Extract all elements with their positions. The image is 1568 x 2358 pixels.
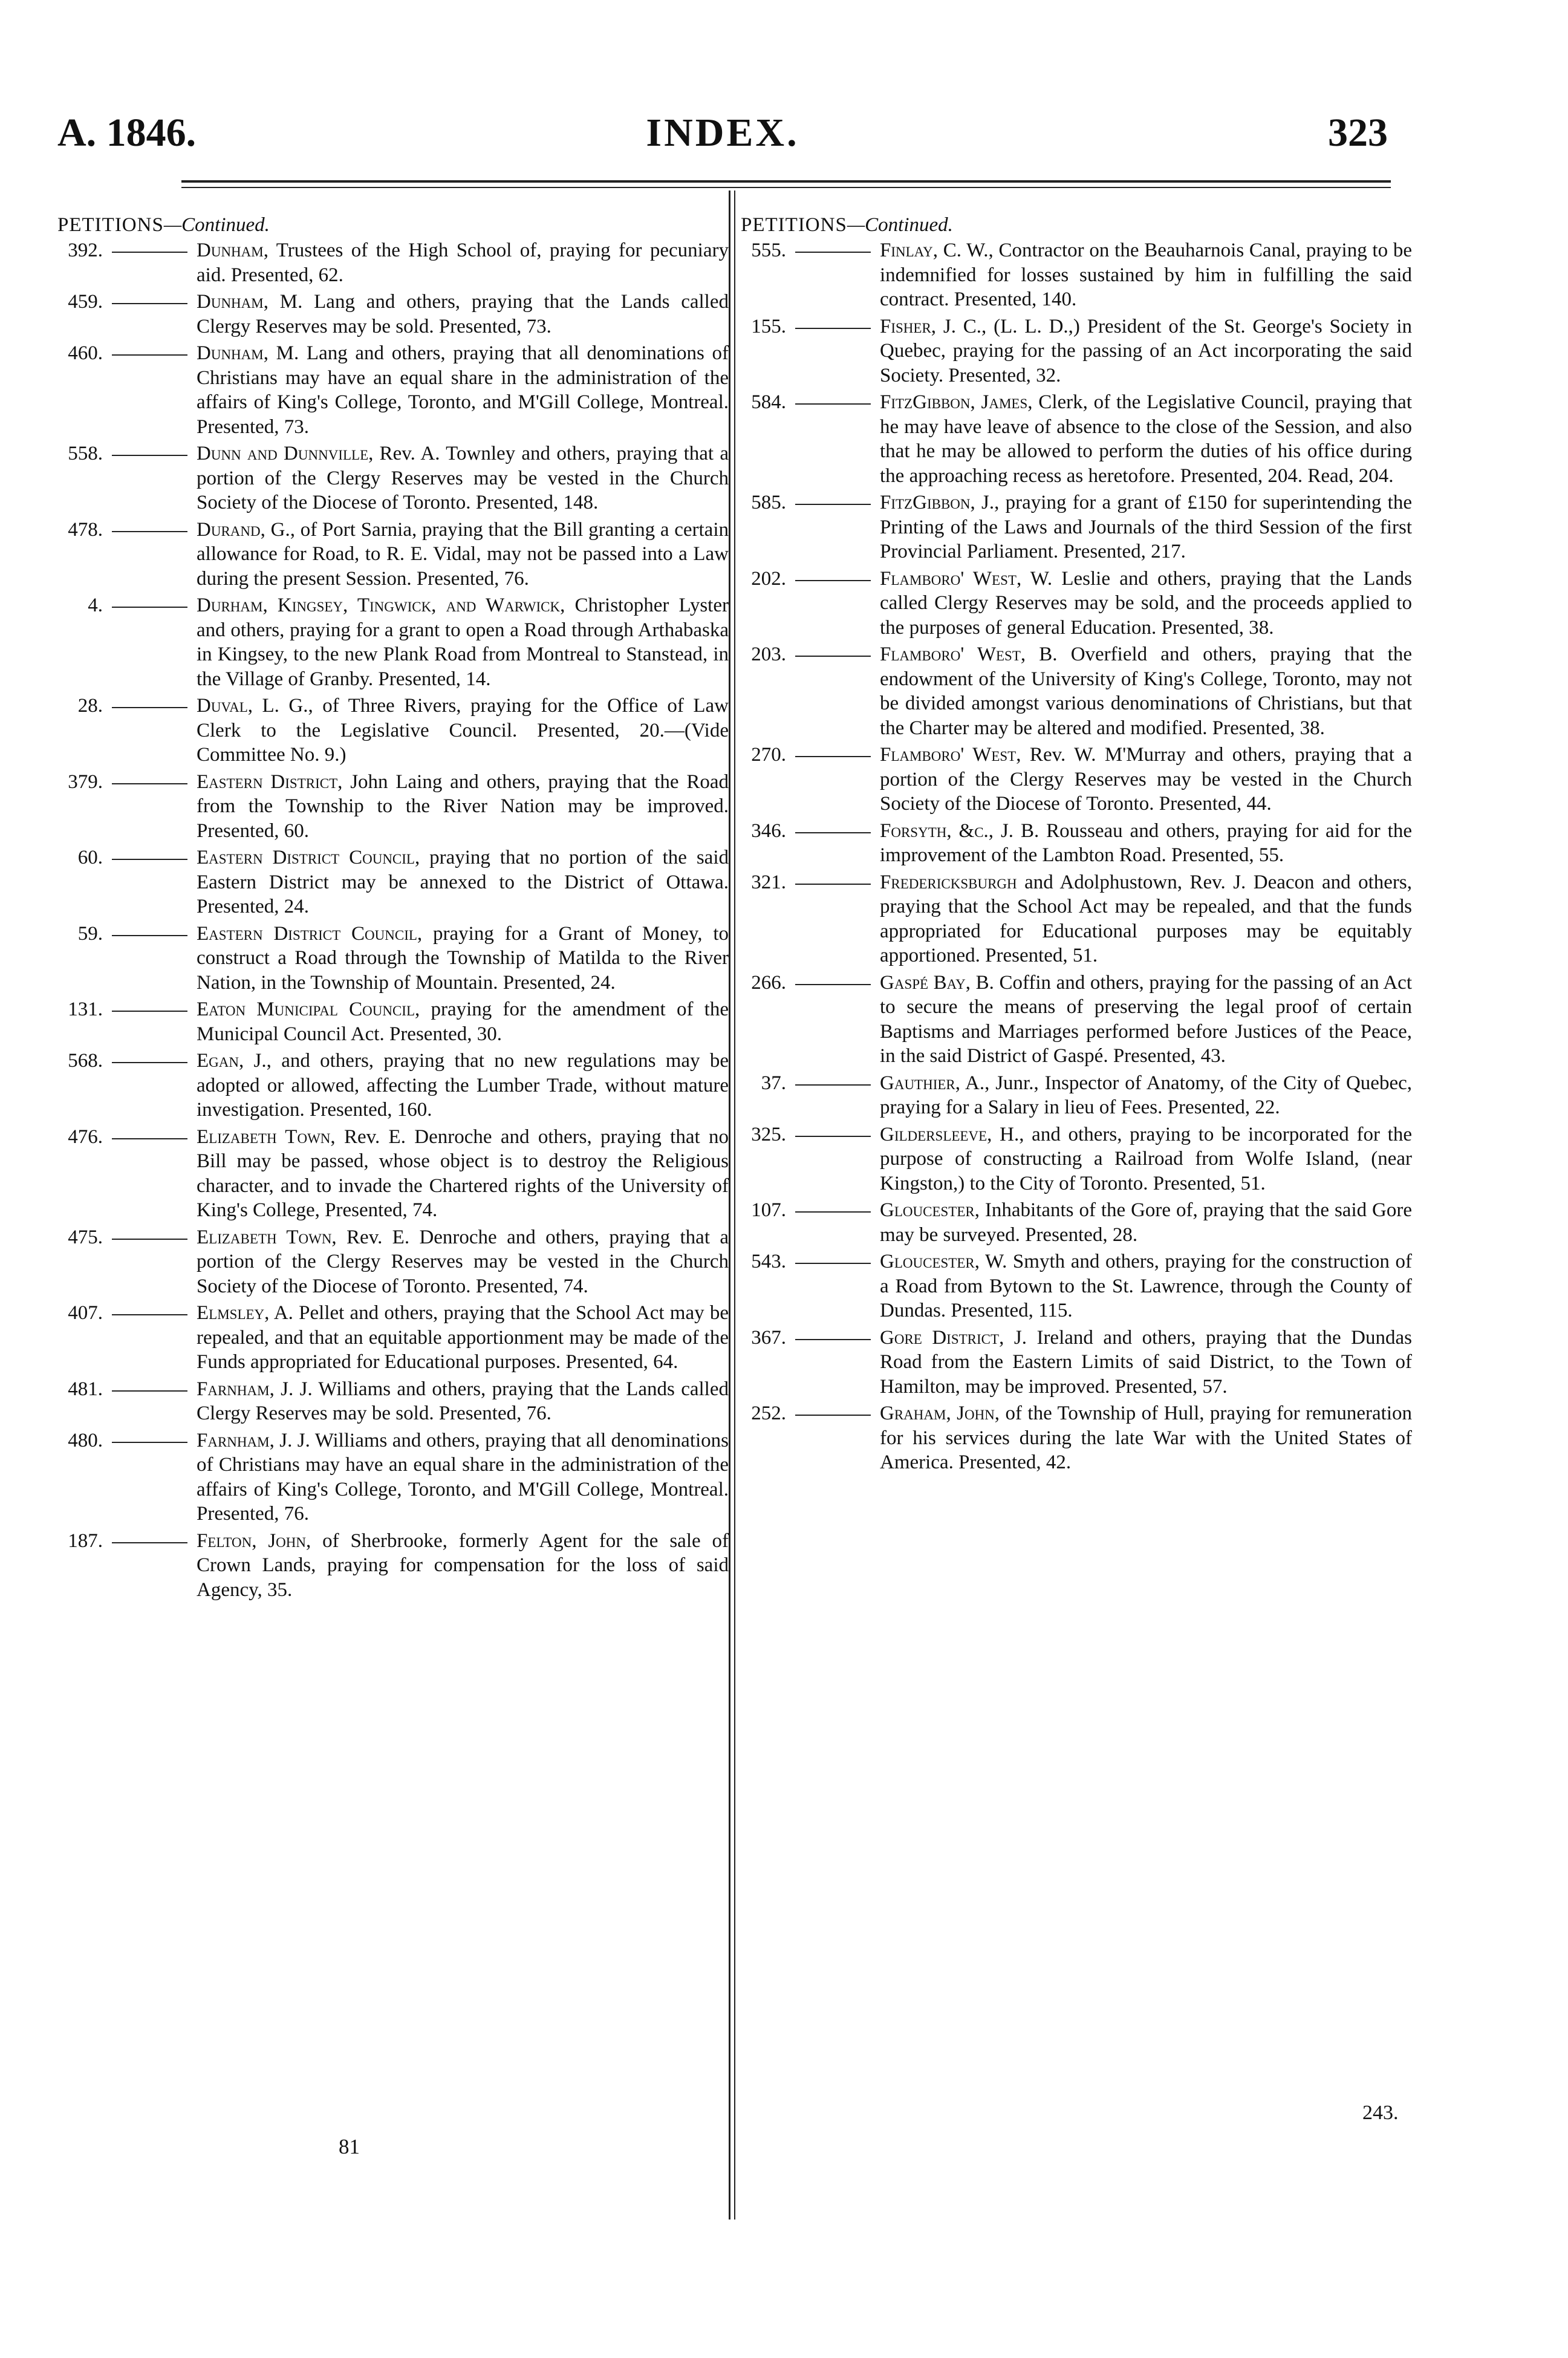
entry-number: 4. bbox=[88, 594, 103, 616]
entry-dash-rule bbox=[112, 1390, 187, 1392]
entry-dash-rule bbox=[112, 455, 187, 456]
entry-number: 202. bbox=[751, 567, 786, 590]
entry-number: 270. bbox=[751, 744, 786, 766]
entry-number: 379. bbox=[68, 770, 103, 793]
entry-name: Farnham, bbox=[197, 1429, 275, 1451]
index-entry bbox=[57, 1428, 729, 1526]
entry-name: Finlay, bbox=[880, 239, 939, 261]
entry-dash-rule bbox=[112, 707, 187, 708]
index-entry bbox=[57, 593, 729, 691]
entry-number: 481. bbox=[68, 1378, 103, 1400]
column-heading-label: PETITIONS bbox=[57, 214, 164, 236]
index-entry bbox=[741, 971, 1412, 1069]
entry-number: 476. bbox=[68, 1125, 103, 1148]
index-entry bbox=[57, 1301, 729, 1375]
index-entry bbox=[57, 1049, 729, 1122]
index-entry bbox=[741, 1401, 1412, 1475]
entry-dash-rule bbox=[112, 859, 187, 860]
entry-text: W. Leslie and others, praying that the Lands called Clergy Reserves may be sold, and the proceeds applied to the purposes of general Education. Presented, 38. bbox=[880, 567, 1412, 639]
header-rule-thin bbox=[181, 187, 1391, 188]
entry-text: J., praying for a grant of £150 for superintending the Printing of the Laws and Journals of the third Session of the first Provincial Parliament. Presented, 217. bbox=[880, 492, 1412, 562]
index-entry bbox=[741, 743, 1412, 816]
column-divider bbox=[729, 191, 730, 2220]
entry-number: 585. bbox=[751, 492, 786, 513]
index-entry bbox=[741, 1122, 1412, 1196]
entry-text: Inhabitants of the Gore of, praying that the said Gore may be surveyed. Presented, 28. bbox=[880, 1199, 1412, 1246]
entry-dash-rule bbox=[795, 252, 871, 253]
entry-dash-rule bbox=[112, 354, 187, 356]
entry-dash-rule bbox=[112, 783, 187, 784]
column-heading-suffix: —Continued. bbox=[163, 214, 270, 236]
entry-number: 459. bbox=[68, 291, 103, 313]
entry-dash-rule bbox=[795, 1136, 871, 1137]
entry-number: 475. bbox=[68, 1226, 103, 1248]
entry-name: Fredericksburgh bbox=[880, 871, 1017, 893]
entry-dash-rule bbox=[112, 1138, 187, 1139]
entry-name: Gildersleeve, bbox=[880, 1123, 992, 1145]
entry-text: Rev. W. M'Murray and others, praying that a portion of the Clergy Reserves may be vested in the Church Society of the Diocese of Toronto. Presented, 44. bbox=[880, 744, 1412, 815]
entry-dash-rule bbox=[795, 1084, 871, 1086]
column-heading bbox=[741, 213, 1412, 237]
entry-text: M. Lang and others, praying that all denominations of Christians may have an equal share in the administration of the affairs of King's College, Toronto, and M'Gill College, Montreal. Presented, 73. bbox=[197, 342, 729, 438]
entry-name: Elizabeth Town, bbox=[197, 1125, 336, 1148]
entry-name: Felton, John, bbox=[197, 1529, 311, 1552]
entry-name: Durand, bbox=[197, 518, 265, 541]
entry-text: G., of Port Sarnia, praying that the Bill granting a certain allowance for Road, to R. E. Vidal, may not be passed into a Law during the present Session. Presented, 76. bbox=[197, 518, 729, 590]
entry-text: praying that no portion of the said Eastern District may be annexed to the District of Ottawa. Presented, 24. bbox=[197, 847, 729, 917]
entry-name: Dunham, bbox=[197, 239, 268, 261]
entry-text: praying for a Grant of Money, to construct a Road through the Township of Matilda to the River Nation, in the Township of Mountain. Presented, 24. bbox=[197, 922, 729, 994]
index-entry bbox=[57, 922, 729, 995]
entry-name: Flamboro' West, bbox=[880, 567, 1022, 590]
entry-number: 367. bbox=[751, 1326, 786, 1349]
entry-number: 478. bbox=[68, 518, 103, 541]
entry-number: 37. bbox=[761, 1072, 786, 1094]
entry-text: of Sherbrooke, formerly Agent for the sale of Crown Lands, praying for compensation for the loss of said Agency, 35. bbox=[197, 1529, 729, 1601]
index-entry bbox=[741, 819, 1412, 868]
entry-text: J. J. Williams and others, praying that all denominations of Christians may have an equal share in the administration of the affairs of King's College, Toronto, and M'Gill College, Montreal. Presented, 76. bbox=[197, 1429, 729, 1525]
entry-dash-rule bbox=[795, 984, 871, 985]
entry-name: Elizabeth Town, bbox=[197, 1226, 337, 1248]
index-entry bbox=[57, 1125, 729, 1223]
entry-text: M. Lang and others, praying that the Lands called Clergy Reserves may be sold. Presented, 73. bbox=[197, 291, 729, 337]
entry-text: Christopher Lyster and others, praying for a grant to open a Road through Arthabaska in Kingsey, to the new Plank Road from Montreal to Stanstead, in the Village of Granby. Presented, 14. bbox=[197, 594, 729, 690]
entry-dash-rule bbox=[795, 504, 871, 505]
index-entry bbox=[57, 694, 729, 767]
entry-dash-rule bbox=[795, 580, 871, 581]
column-heading-suffix: —Continued. bbox=[847, 214, 953, 236]
entry-number: 584. bbox=[751, 391, 786, 413]
entry-number: 480. bbox=[68, 1429, 103, 1451]
entry-text: J. C., (L. L. D.,) President of the St. George's Society in Quebec, praying for the passing of an Act incorporating the said Society. Presented, 32. bbox=[880, 315, 1412, 386]
entry-number: 558. bbox=[68, 443, 103, 464]
entry-number: 543. bbox=[751, 1251, 786, 1272]
entry-number: 131. bbox=[68, 998, 103, 1020]
entry-dash-rule bbox=[795, 656, 871, 657]
index-entry bbox=[57, 770, 729, 844]
header-year: A. 1846. bbox=[57, 111, 197, 155]
right-entry-list bbox=[741, 238, 1412, 1475]
entry-dash-rule bbox=[795, 328, 871, 329]
index-entry bbox=[741, 1326, 1412, 1399]
index-entry bbox=[741, 1249, 1412, 1323]
entry-name: FitzGibbon, James, bbox=[880, 391, 1033, 413]
entry-text: J. Ireland and others, praying that the Dundas Road from the Eastern Limits of said District, to the Town of Hamilton, may be improved. Presented, 57. bbox=[880, 1326, 1412, 1398]
entry-text: J., and others, praying that no new regulations may be adopted or allowed, affecting the Lumber Trade, without mature investigation. Presented, 160. bbox=[197, 1050, 729, 1121]
entry-name: FitzGibbon, bbox=[880, 492, 975, 513]
index-entry bbox=[57, 290, 729, 339]
entry-text: B. Coffin and others, praying for the passing of an Act to secure the means of preserving the legal proof of certain Baptisms and Marriages performed before Justices of the Peace, in the said District of Gaspé. Presented, 43. bbox=[880, 971, 1412, 1067]
entry-name: Dunham, bbox=[197, 342, 268, 364]
index-entry bbox=[57, 845, 729, 919]
entry-name: Eastern District, bbox=[197, 770, 343, 793]
entry-name: Gore District, bbox=[880, 1326, 1004, 1349]
entry-dash-rule bbox=[795, 884, 871, 885]
entry-number: 568. bbox=[68, 1050, 103, 1072]
entry-name: Durham, Kingsey, Tingwick, and Warwick, bbox=[197, 594, 565, 616]
index-entry bbox=[57, 997, 729, 1046]
entry-number: 252. bbox=[751, 1402, 786, 1424]
entry-dash-rule bbox=[112, 303, 187, 304]
entry-dash-rule bbox=[795, 1263, 871, 1264]
entry-dash-rule bbox=[795, 1339, 871, 1340]
index-entry bbox=[741, 390, 1412, 488]
entry-text: and Adolphustown, Rev. J. Deacon and others, praying that the School Act may be repealed, and that the funds appropriated for Educational purposes may be equitably apportioned. Presented, 51. bbox=[880, 871, 1412, 966]
index-entry bbox=[741, 1071, 1412, 1120]
column-heading bbox=[57, 213, 729, 237]
entry-text: L. G., of Three Rivers, praying for the Office of Law Clerk to the Legislative Council. Presented, 20.—(Vide Committee No. 9.) bbox=[197, 695, 729, 766]
signature-mark: 81 bbox=[339, 2135, 360, 2158]
entry-number: 60. bbox=[77, 847, 103, 868]
entry-name: Farnham, bbox=[197, 1378, 275, 1400]
entry-dash-rule bbox=[112, 1442, 187, 1443]
column-heading-label: PETITIONS bbox=[741, 214, 847, 236]
index-entry bbox=[57, 1377, 729, 1426]
entry-dash-rule bbox=[112, 1314, 187, 1315]
entry-dash-rule bbox=[112, 607, 187, 608]
entry-number: 555. bbox=[751, 239, 786, 261]
entry-name: Flamboro' West, bbox=[880, 643, 1026, 665]
header-page-number: 323 bbox=[1328, 111, 1388, 155]
header-title: INDEX. bbox=[646, 111, 799, 155]
entry-name: Gauthier, bbox=[880, 1072, 961, 1094]
entry-text: Rev. A. Townley and others, praying that a portion of the Clergy Reserves may be vested in the Church Society of the Diocese of Toronto. Presented, 148. bbox=[197, 443, 729, 513]
entry-text: B. Overfield and others, praying that the endowment of the University of King's College, Toronto, may not be divided amongst various denominations of Christians, but that the Charter may be altered and modified. Presented, 38. bbox=[880, 643, 1412, 739]
entry-name: Eaton Municipal Council, bbox=[197, 998, 420, 1020]
entry-number: 392. bbox=[68, 239, 103, 261]
index-entry bbox=[57, 341, 729, 439]
column-divider-inner bbox=[734, 191, 735, 2220]
entry-name: Graham, John, bbox=[880, 1402, 1000, 1424]
entry-name: Gloucester, bbox=[880, 1199, 980, 1221]
entry-name: Eastern District Council, bbox=[197, 922, 423, 945]
right-column bbox=[741, 213, 1412, 1477]
entry-dash-rule bbox=[795, 1415, 871, 1416]
entry-dash-rule bbox=[112, 531, 187, 532]
entry-number: 346. bbox=[751, 819, 786, 842]
entry-dash-rule bbox=[795, 1211, 871, 1213]
left-entry-list bbox=[57, 238, 729, 1602]
entry-dash-rule bbox=[795, 403, 871, 405]
entry-number: 266. bbox=[751, 971, 786, 994]
entry-dash-rule bbox=[112, 1011, 187, 1012]
entry-text: Rev. E. Denroche and others, praying that a portion of the Clergy Reserves may be vested in the Church Society of the Diocese of Toronto. Presented, 74. bbox=[197, 1226, 729, 1297]
index-entry bbox=[741, 567, 1412, 640]
entry-name: Flamboro' West, bbox=[880, 744, 1021, 766]
entry-text: John Laing and others, praying that the Road from the Township to the River Nation may be improved. Presented, 60. bbox=[197, 770, 729, 842]
index-entry bbox=[57, 1225, 729, 1299]
entry-dash-rule bbox=[795, 832, 871, 833]
entry-dash-rule bbox=[112, 1239, 187, 1240]
entry-name: Elmsley, bbox=[197, 1302, 270, 1324]
entry-dash-rule bbox=[112, 1542, 187, 1543]
index-entry bbox=[741, 1198, 1412, 1247]
entry-text: C. W., Contractor on the Beauharnois Canal, praying to be indemnified for losses sustained by him in fulfilling the said contract. Presented, 140. bbox=[880, 239, 1412, 310]
entry-dash-rule bbox=[795, 756, 871, 757]
entry-text: J. B. Rousseau and others, praying for aid for the improvement of the Lambton Road. Presented, 55. bbox=[880, 819, 1413, 866]
entry-name: Dunn and Dunnville, bbox=[197, 443, 374, 464]
index-entry bbox=[741, 238, 1412, 312]
entry-name: Gloucester, bbox=[880, 1251, 980, 1272]
index-entry bbox=[57, 441, 729, 515]
entry-number: 407. bbox=[68, 1302, 103, 1324]
index-entry bbox=[57, 1529, 729, 1603]
entry-text: J. J. Williams and others, praying that the Lands called Clergy Reserves may be sold. Presented, 76. bbox=[197, 1378, 729, 1424]
entry-dash-rule bbox=[112, 252, 187, 253]
entry-name: Egan, bbox=[197, 1050, 244, 1072]
entry-number: 107. bbox=[751, 1199, 786, 1221]
entry-text: of the Township of Hull, praying for remuneration for his services during the late War with the United States of America. Presented, 42. bbox=[880, 1402, 1412, 1473]
index-entry bbox=[57, 238, 729, 287]
entry-text: W. Smyth and others, praying for the construction of a Road from Bytown to the St. Lawrence, through the County of Dundas. Presented, 115. bbox=[880, 1251, 1412, 1321]
entry-name: Dunham, bbox=[197, 291, 268, 313]
left-column bbox=[57, 213, 729, 1604]
entry-text: A., Junr., Inspector of Anatomy, of the City of Quebec, praying for a Salary in lieu of Fees. Presented, 22. bbox=[880, 1072, 1412, 1118]
entry-name: Fisher, bbox=[880, 315, 937, 337]
entry-number: 28. bbox=[77, 695, 103, 717]
index-entry bbox=[741, 642, 1412, 740]
entry-dash-rule bbox=[112, 1062, 187, 1063]
entry-number: 59. bbox=[77, 922, 103, 945]
header-rule-thick bbox=[181, 180, 1391, 183]
catchword: 243. bbox=[1362, 2102, 1399, 2124]
entry-name: Duval, bbox=[197, 695, 253, 717]
entry-number: 325. bbox=[751, 1123, 786, 1145]
index-entry bbox=[57, 518, 729, 591]
entry-number: 203. bbox=[751, 643, 786, 665]
entry-text: H., and others, praying to be incorporated for the purpose of constructing a Railroad from Wolfe Island, (near Kingston,) to the City of Toronto. Presented, 51. bbox=[880, 1123, 1412, 1194]
entry-number: 187. bbox=[68, 1529, 103, 1552]
entry-name: Eastern District Council, bbox=[197, 847, 420, 868]
entry-text: Trustees of the High School of, praying for pecuniary aid. Presented, 62. bbox=[197, 239, 729, 286]
entry-dash-rule bbox=[112, 935, 187, 936]
index-entry bbox=[741, 490, 1412, 564]
entry-number: 460. bbox=[68, 342, 103, 364]
entry-number: 321. bbox=[751, 871, 786, 893]
entry-text: Clerk, of the Legislative Council, praying that he may have leave of absence to the close of the Session, and also that he may be allowed to perform the duties of his office during the approaching recess as heretofore. Presented, 204. Read, 204. bbox=[880, 391, 1412, 487]
entry-number: 155. bbox=[751, 315, 786, 337]
entry-text: praying for the amendment of the Municipal Council Act. Presented, 30. bbox=[197, 998, 729, 1045]
page-header bbox=[57, 109, 1388, 163]
entry-name: Forsyth, &c., bbox=[880, 819, 994, 842]
index-entry bbox=[741, 314, 1412, 388]
entry-name: Gaspé Bay, bbox=[880, 971, 971, 994]
entry-text: A. Pellet and others, praying that the School Act may be repealed, and that an equitable apportionment may be made of the Funds appropriated for Educational purposes. Presented, 64. bbox=[197, 1302, 729, 1373]
entry-text: Rev. E. Denroche and others, praying that no Bill may be passed, whose object is to destroy the Religious character, and to invade the Chartered rights of the University of King's College, Presented, 74. bbox=[197, 1125, 729, 1221]
index-entry bbox=[741, 870, 1412, 968]
